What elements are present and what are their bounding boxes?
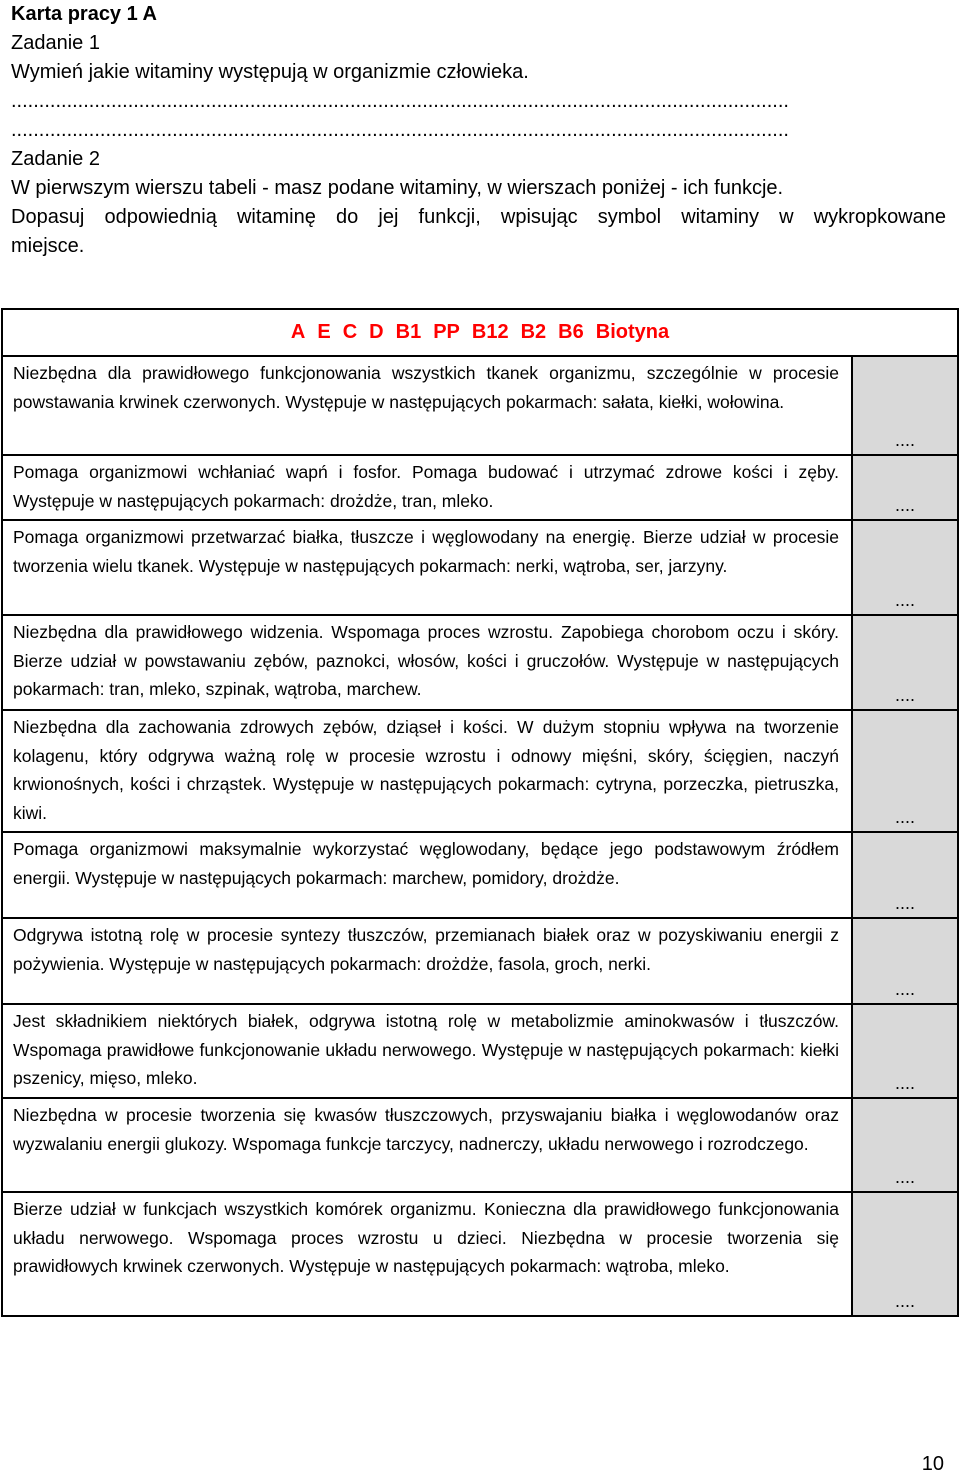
vitamin-symbol: C bbox=[342, 321, 358, 343]
task2-instruction-line-3: miejsce. bbox=[11, 235, 85, 257]
answer-placeholder: .... bbox=[895, 807, 916, 827]
answer-placeholder: .... bbox=[895, 1167, 916, 1187]
table-row bbox=[2, 1192, 958, 1316]
vitamin-function-text: Niezbędna w procesie tworzenia się kwasów tłuszczowych, przyswajaniu białka i węglowodanów oraz wyzwalaniu energii glukozy. Wspomaga funkcje tarczycy, nadnerczy, układu nerwowego i rozrodczego. bbox=[2, 1098, 852, 1192]
vitamin-symbol: D bbox=[369, 321, 384, 343]
vitamin-symbol: B1 bbox=[395, 321, 422, 343]
table-row bbox=[2, 356, 958, 455]
vitamin-function-text: Niezbędna dla prawidłowego funkcjonowania wszystkich tkanek organizmu, szczególnie w procesie powstawania krwinek czerwonych. Występuje w następujących pokarmach: sałata, kiełki, wołowina. bbox=[2, 356, 852, 455]
vitamin-function-text: Jest składnikiem niektórych białek, odgrywa istotną rolę w metabolizmie aminokwasów i tłuszczów. Wspomaga prawidłowe funkcjonowanie układu nerwowego. Występuje w następujących pokarmach: kiełki pszenicy, mięso, mleko. bbox=[2, 1004, 852, 1098]
vitamin-function-text: Bierze udział w funkcjach wszystkich komórek organizmu. Konieczna dla prawidłowego funkcjonowania układu nerwowego. Wspomaga proces wzrostu u dzieci. Niezbędna w procesie tworzenia się prawidłowych krwinek czerwonych. Występuje w następujących pokarmach: wątroba, mleko. bbox=[2, 1192, 852, 1316]
vitamin-symbol: B6 bbox=[558, 321, 584, 343]
answer-cell[interactable] bbox=[852, 1098, 958, 1192]
vitamin-symbol: E bbox=[317, 321, 331, 343]
vitamin-symbol: Biotyna bbox=[595, 321, 670, 343]
vitamin-table bbox=[1, 308, 959, 1317]
vitamin-function-text: Pomaga organizmowi maksymalnie wykorzystać węglowodany, będące jego podstawowym źródłem energii. Występuje w następujących pokarmach: marchew, pomidory, drożdże. bbox=[2, 832, 852, 918]
worksheet-title: Karta pracy 1 A bbox=[11, 3, 157, 25]
answer-cell[interactable] bbox=[852, 455, 958, 520]
answer-placeholder: .... bbox=[895, 685, 916, 705]
task2-heading: Zadanie 2 bbox=[11, 148, 100, 170]
answer-placeholder: .... bbox=[895, 430, 916, 450]
task1-answer-line-2: ............................................................................................................................................ bbox=[11, 119, 789, 141]
answer-cell[interactable] bbox=[852, 918, 958, 1004]
answer-cell[interactable] bbox=[852, 520, 958, 615]
vitamin-function-text: Pomaga organizmowi wchłaniać wapń i fosfor. Pomaga budować i utrzymać zdrowe kości i zęby. Występuje w następujących pokarmach: drożdże, tran, mleko. bbox=[2, 455, 852, 520]
table-row bbox=[2, 710, 958, 832]
task1-answer-line-1: ............................................................................................................................................ bbox=[11, 90, 789, 112]
worksheet-header bbox=[11, 0, 946, 261]
vitamin-symbol: B2 bbox=[520, 321, 547, 343]
answer-placeholder: .... bbox=[895, 1073, 916, 1093]
table-row bbox=[2, 615, 958, 710]
answer-cell[interactable] bbox=[852, 1004, 958, 1098]
table-row bbox=[2, 520, 958, 615]
table-row bbox=[2, 918, 958, 1004]
vitamin-function-text: Pomaga organizmowi przetwarzać białka, tłuszcze i węglowodany na energię. Bierze udział w procesie tworzenia wielu tkanek. Występuje w następujących pokarmach: nerki, wątroba, ser, jarzyny. bbox=[2, 520, 852, 615]
answer-cell[interactable] bbox=[852, 615, 958, 710]
vitamin-header-cell bbox=[2, 309, 958, 356]
table-row bbox=[2, 1004, 958, 1098]
table-row bbox=[2, 832, 958, 918]
vitamin-function-text: Niezbędna dla zachowania zdrowych zębów, dziąseł i kości. W dużym stopniu wpływa na tworzenie kolagenu, który odgrywa ważną rolę w procesie wzrostu i odnowy mięśni, skóry, ścięgien, naczyń krwionośnych, kości i chrząstek. Występuje w następujących pokarmach: cytryna, porzeczka, pietruszka, kiwi. bbox=[2, 710, 852, 832]
task2-instruction-line-2: Dopasuj odpowiednią witaminę do jej funkcji, wpisując symbol witaminy w wykropkowane bbox=[11, 206, 946, 228]
answer-placeholder: .... bbox=[895, 893, 916, 913]
vitamin-function-text: Odgrywa istotną rolę w procesie syntezy tłuszczów, przemianach białek oraz w pozyskiwaniu energii z pożywienia. Występuje w następujących pokarmach: drożdże, fasola, groch, nerki. bbox=[2, 918, 852, 1004]
answer-placeholder: .... bbox=[895, 495, 916, 515]
answer-placeholder: .... bbox=[895, 590, 916, 610]
answer-cell[interactable] bbox=[852, 1192, 958, 1316]
vitamin-symbol: B12 bbox=[471, 321, 509, 343]
vitamin-symbol: PP bbox=[433, 321, 460, 343]
vitamin-function-text: Niezbędna dla prawidłowego widzenia. Wspomaga proces wzrostu. Zapobiega chorobom oczu i skóry. Bierze udział w powstawaniu zębów, paznokci, włosów, kości i gruczołów. Występuje w następujących pokarmach: tran, mleko, szpinak, wątroba, marchew. bbox=[2, 615, 852, 710]
vitamin-header-row bbox=[2, 309, 958, 356]
table-row bbox=[2, 1098, 958, 1192]
page-number: 10 bbox=[921, 1453, 944, 1475]
task1-heading: Zadanie 1 bbox=[11, 32, 100, 54]
answer-placeholder: .... bbox=[895, 1291, 916, 1311]
answer-cell[interactable] bbox=[852, 832, 958, 918]
answer-placeholder: .... bbox=[895, 979, 916, 999]
vitamin-symbol: A bbox=[290, 321, 306, 343]
task1-instruction: Wymień jakie witaminy występują w organizmie człowieka. bbox=[11, 61, 529, 83]
answer-cell[interactable] bbox=[852, 356, 958, 455]
vitamin-symbols bbox=[3, 310, 957, 354]
task2-instruction-line-1: W pierwszym wierszu tabeli - masz podane witaminy, w wierszach poniżej - ich funkcje. bbox=[11, 177, 784, 199]
answer-cell[interactable] bbox=[852, 710, 958, 832]
table-row bbox=[2, 455, 958, 520]
